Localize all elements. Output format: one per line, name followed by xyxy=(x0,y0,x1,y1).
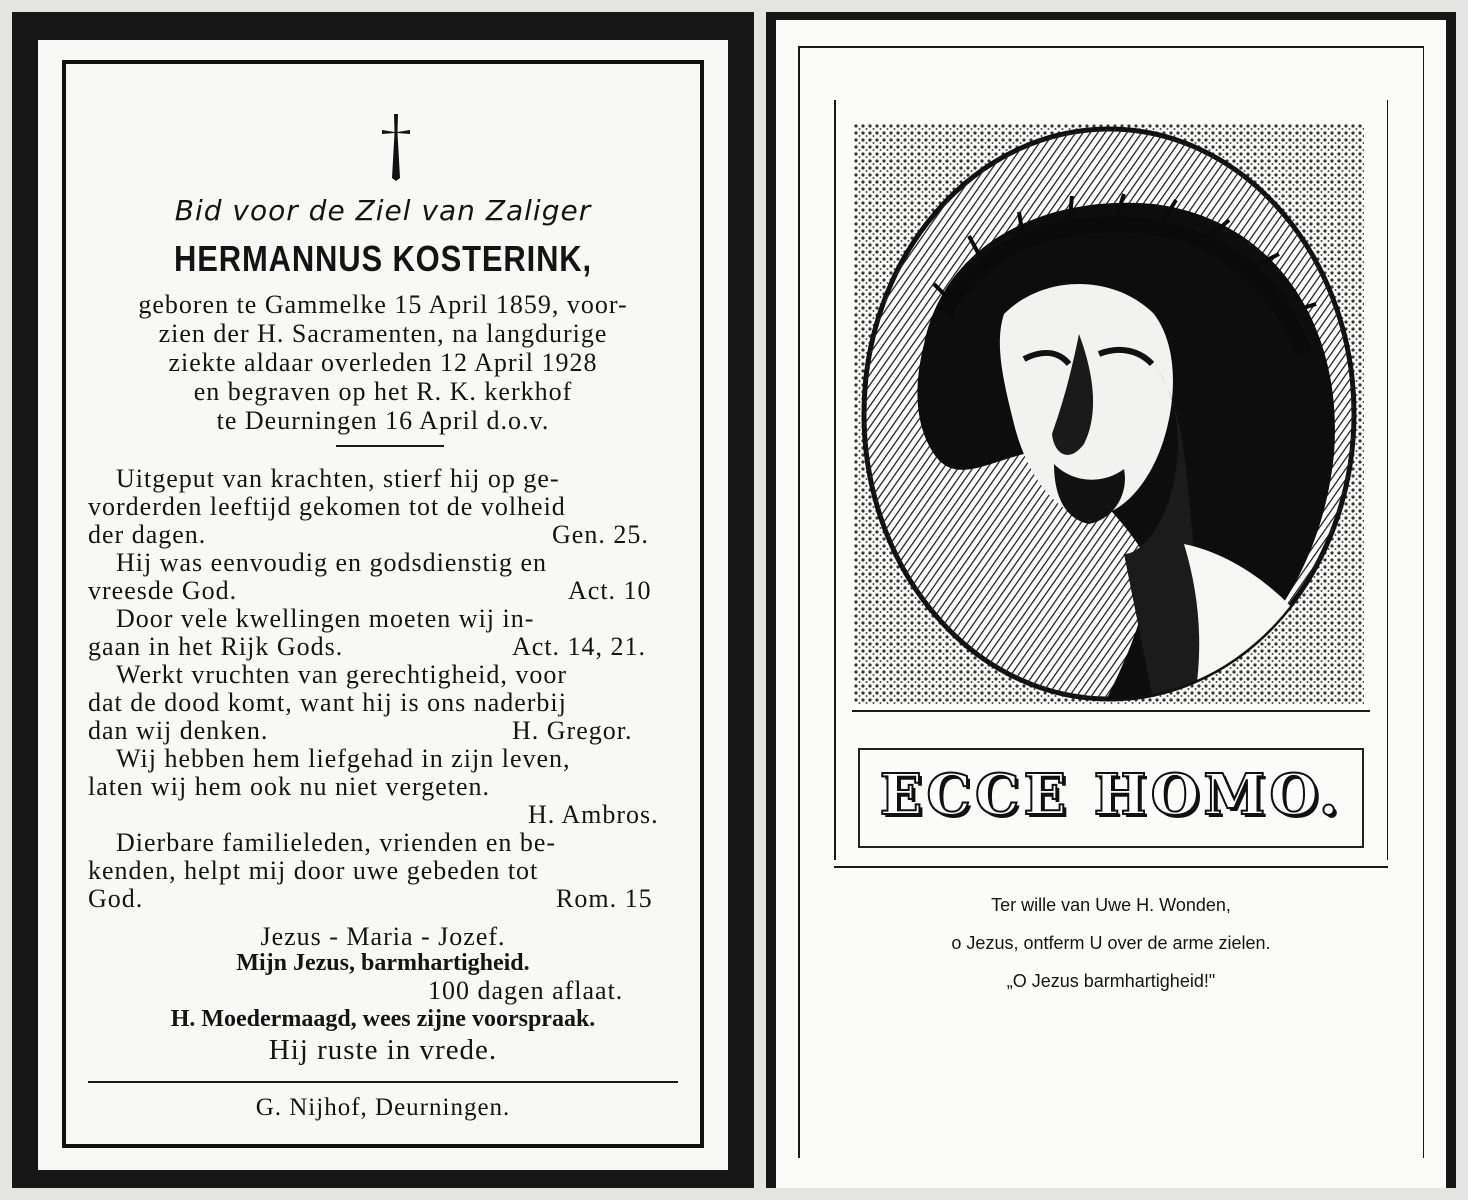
quote-line: laten wij hem ook nu niet vergeten. xyxy=(88,772,491,801)
intercession: H. Moedermaagd, wees zijne voorspraak. xyxy=(170,1006,596,1032)
bottom-divider xyxy=(88,1081,678,1083)
quote-line: dan wij denken. xyxy=(88,716,269,745)
scripture-ref: Act. 14, 21. xyxy=(512,632,647,661)
quote-line: gaan in het Rijk Gods. xyxy=(88,632,344,661)
frame-line xyxy=(852,710,1370,712)
quote-line: Hij was eenvoudig en godsdienstig en xyxy=(116,548,547,577)
memorial-card-back xyxy=(766,12,1456,1188)
scripture-ref: H. Ambros. xyxy=(528,800,659,829)
quote-line: vorderden leeftijd gekomen tot de volheid xyxy=(88,492,566,521)
quote-line: kenden, helpt mij door uwe gebeden tot xyxy=(88,856,539,885)
ecce-homo-engraving xyxy=(854,124,1364,704)
rest-in-peace: Hij ruste in vrede. xyxy=(268,1034,498,1066)
prayer-text xyxy=(776,886,1446,1000)
bio-line: ziekte aldaar overleden 12 April 1928 xyxy=(168,348,598,377)
card-title: ECCE HOMO. xyxy=(879,762,1343,828)
quote-line: Wij hebben hem liefgehad in zijn leven, xyxy=(116,744,571,773)
prayer-line: Ter wille van Uwe H. Wonden, xyxy=(991,895,1231,915)
prayer-intro: Bid voor de Ziel van Zaliger xyxy=(174,194,592,227)
quote-line: Uitgeput van krachten, stierf hij op ge- xyxy=(116,464,560,493)
short-divider xyxy=(336,445,444,447)
quote-line: vreesde God. xyxy=(88,576,238,605)
quote-line: God. xyxy=(88,884,144,913)
quote-line: Door vele kwellingen moeten wij in- xyxy=(116,604,535,633)
scripture-ref: Rom. 15 xyxy=(556,884,653,913)
card-paper xyxy=(38,40,728,1170)
prayer-line: „O Jezus barmhartigheid!" xyxy=(1006,971,1216,991)
memorial-card-front xyxy=(12,12,754,1188)
bio-line: zien der H. Sacramenten, na langdurige xyxy=(158,319,608,348)
bio-line: en begraven op het R. K. kerkhof xyxy=(193,377,573,406)
printer-credit: G. Nijhof, Deurningen. xyxy=(255,1094,511,1121)
frame-line xyxy=(1387,100,1389,860)
frame-line xyxy=(798,46,1424,48)
indulgence: 100 dagen aflaat. xyxy=(428,976,624,1005)
cross-icon xyxy=(376,112,416,182)
bio-line: te Deurningen 16 April d.o.v. xyxy=(216,406,550,435)
quote-line: Werkt vruchten van gerechtigheid, voor xyxy=(116,660,568,689)
prayer-line: o Jezus, ontferm U over de arme zielen. xyxy=(951,933,1271,953)
frame-line xyxy=(834,866,1388,868)
card-paper xyxy=(776,20,1446,1188)
biography xyxy=(66,290,700,435)
mercy-prayer: Mijn Jezus, barmhartigheid. xyxy=(236,950,530,976)
deceased-name: HERMANNUS KOSTERINK, xyxy=(174,238,592,279)
scripture-ref: Gen. 25. xyxy=(552,520,649,549)
quote-line: dat de dood komt, want hij is ons naderbij xyxy=(88,688,567,717)
bio-line: geboren te Gammelke 15 April 1859, voor- xyxy=(138,290,628,319)
quote-line: Dierbare familieleden, vrienden en be- xyxy=(116,828,557,857)
scripture-ref: Act. 10 xyxy=(568,576,652,605)
invocation: Jezus - Maria - Jozef. xyxy=(260,922,506,951)
mourning-border xyxy=(62,60,704,1148)
scripture-ref: H. Gregor. xyxy=(512,716,633,745)
frame-line xyxy=(834,100,836,860)
quote-line: der dagen. xyxy=(88,520,207,549)
